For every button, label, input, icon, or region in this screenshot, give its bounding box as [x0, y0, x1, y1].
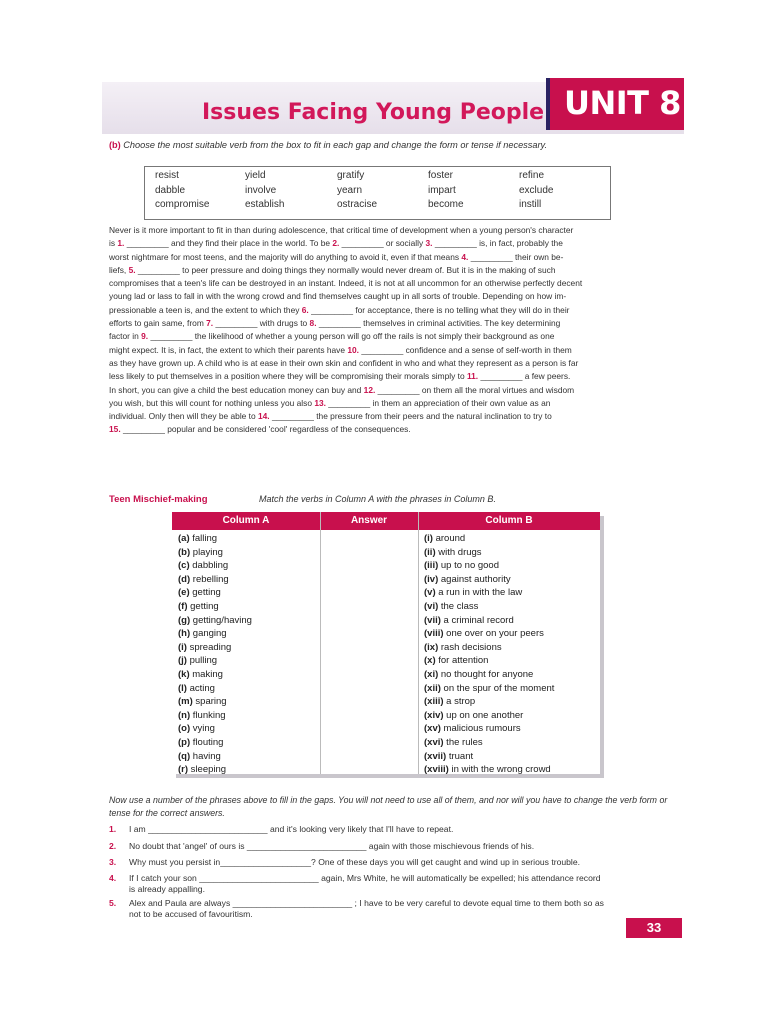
column-a-item — [178, 559, 228, 573]
item-key: (i) — [424, 533, 433, 544]
item-text: dabbling — [189, 560, 229, 572]
gap-fill-instruction: Now use a number of the phrases above to fill in the gaps. You will not need to use all of them, and nor will you have to change the verb form or tense for the correct answers. — [109, 795, 668, 818]
item-text: one over on your peers — [443, 628, 544, 640]
column-a-item — [178, 600, 219, 614]
item-key: (xi) — [424, 669, 439, 680]
item-key: (xii) — [424, 682, 441, 694]
sentence-text: not to be accused of favouritism. — [129, 908, 253, 919]
item-text: with drugs — [435, 546, 482, 558]
item-key: (b) — [178, 546, 191, 558]
column-a-item — [178, 532, 217, 546]
passage-text: might expect. It is, in fact, the extent to which their parents have — [109, 344, 348, 355]
item-key: (ix) — [424, 641, 439, 653]
item-key: (d) — [178, 573, 191, 585]
gap-number: 7. — [206, 318, 214, 329]
sentence-text: If I catch your son _________________________ again, Mrs White, he will automatically be expelled; his attendance record — [129, 873, 601, 883]
gap-number: 3. — [425, 238, 433, 249]
word-option: yearn — [337, 184, 363, 196]
item-text: having — [190, 750, 221, 762]
item-key: (n) — [178, 709, 191, 721]
word-option: impart — [428, 184, 456, 196]
item-key: (c) — [178, 560, 190, 572]
gap-number: 14. — [257, 411, 270, 422]
passage-text: _________ in them an appreciation of their own value as an — [325, 397, 551, 408]
section-instruction: Match the verbs in Column A with the phrases in Column B. — [259, 494, 496, 504]
item-key: (viii) — [424, 628, 444, 640]
item-text: sleeping — [188, 764, 227, 776]
passage-text: compromises that a teen's life can be destroyed in an instant. Indeed, it is not at all uncommon for an otherwise perfectly decent — [109, 278, 583, 289]
passage-text: _________ the likelihood of whether a young person will go off the rails is not simply their background as one — [148, 331, 555, 342]
header-column-a: Column A — [222, 515, 270, 526]
item-text: flunking — [190, 709, 226, 721]
passage-text: Never is it more important to fit in than during adolescence, that critical time of development when a young person's character — [109, 225, 574, 235]
column-divider — [320, 512, 321, 774]
item-text: sparing — [192, 696, 227, 708]
passage-line — [109, 251, 675, 264]
item-key: (h) — [178, 628, 191, 640]
exercise-b-instruction-text: Choose the most suitable verb from the box to fit in each gap and change the form or tense if necessary. — [123, 140, 548, 150]
item-key: (ii) — [424, 546, 436, 558]
column-b-item — [424, 641, 502, 655]
item-key: (j) — [178, 655, 187, 667]
gap-number: 11. — [466, 371, 479, 382]
passage-line — [109, 224, 675, 237]
passage-line — [109, 423, 675, 436]
item-key: (xvii) — [424, 750, 447, 762]
column-b-item — [424, 736, 483, 750]
column-b-item — [424, 654, 488, 668]
exercise-b-label: (b) — [109, 140, 121, 150]
item-text: playing — [190, 546, 223, 558]
column-b-item — [424, 546, 482, 560]
item-key: (iii) — [424, 560, 439, 572]
exercise-b-instruction — [109, 140, 699, 150]
item-text: getting/having — [190, 614, 252, 626]
column-a-item — [178, 654, 217, 668]
sentence-number: 5. — [109, 898, 117, 908]
passage-text: factor in — [109, 331, 142, 342]
gap-number: 4. — [461, 251, 469, 262]
column-b-item — [424, 763, 551, 777]
passage-line — [109, 384, 675, 397]
sentence-number: 3. — [109, 857, 117, 867]
column-a-item — [178, 586, 221, 600]
item-text: the rules — [443, 737, 483, 748]
column-a-item — [178, 736, 223, 750]
column-a-item — [178, 695, 227, 709]
item-key: (xv) — [424, 723, 441, 735]
item-text: on the spur of the moment — [440, 682, 555, 694]
item-text: the class — [438, 601, 479, 612]
column-a-item — [178, 614, 252, 628]
column-a-item — [178, 722, 215, 736]
word-option: yield — [245, 170, 266, 181]
item-text: falling — [189, 533, 218, 544]
item-key: (q) — [178, 750, 191, 762]
item-text: against authority — [438, 573, 511, 585]
word-option: gratify — [337, 170, 365, 181]
passage-line — [109, 330, 675, 343]
gap-number: 13. — [314, 397, 326, 408]
passage-line — [109, 344, 675, 357]
item-text: in with the wrong crowd — [448, 764, 551, 776]
item-text: vying — [190, 723, 215, 735]
column-b-item — [424, 586, 522, 600]
sentence-number: 2. — [109, 841, 117, 851]
sentence-text: Why must you persist in___________________? One of these days you will get caught and wind up in serious trouble. — [129, 857, 580, 867]
item-text: a run in with the law — [435, 587, 523, 599]
item-text: spreading — [186, 641, 232, 653]
passage-text: efforts to gain same, from — [109, 318, 207, 329]
word-option: refine — [519, 170, 545, 181]
page-title: Issues Facing Young People — [202, 100, 545, 125]
item-text: truant — [446, 750, 474, 762]
passage-text: _________ or socially — [339, 238, 426, 249]
passage-line — [109, 370, 675, 383]
sentence-number: 1. — [109, 824, 117, 834]
item-text: no thought for anyone — [438, 669, 534, 680]
column-b-item — [424, 627, 544, 641]
table-header-row — [172, 512, 600, 530]
passage-line — [109, 304, 675, 317]
item-key: (v) — [424, 587, 436, 599]
sentence-number: 4. — [109, 873, 117, 883]
word-option: exclude — [519, 184, 554, 196]
column-b-item — [424, 682, 554, 696]
item-key: (p) — [178, 737, 191, 748]
word-option: become — [428, 199, 464, 210]
gap-number: 8. — [309, 318, 317, 329]
column-a-item — [178, 641, 231, 655]
column-b-item — [424, 695, 475, 709]
passage-line — [109, 317, 675, 330]
unit-badge — [546, 78, 684, 130]
word-option: compromise — [155, 199, 210, 210]
passage-text: pressionable a teen is, and the extent to which they — [109, 304, 302, 315]
passage-text: _________ is, in fact, probably the — [432, 238, 563, 249]
item-text: making — [189, 669, 223, 680]
item-text: up to no good — [438, 560, 499, 572]
header-answer: Answer — [350, 515, 388, 526]
item-key: (vii) — [424, 614, 441, 626]
passage-text: you wish, but this will count for nothing unless you also — [109, 397, 315, 408]
passage-line — [109, 277, 675, 290]
passage-text: _________ their own be- — [468, 251, 564, 262]
gap-number: 5. — [128, 264, 136, 275]
item-key: (xviii) — [424, 764, 449, 776]
passage-text: _________ popular and be considered 'cool' regardless of the consequences. — [120, 424, 411, 435]
column-b-item — [424, 614, 514, 628]
column-a-item — [178, 627, 227, 641]
passage-line — [109, 410, 675, 423]
passage-text: worst nightmare for most teens, and the majority will do anything to avoid it, even if that means — [109, 251, 462, 262]
item-key: (xiv) — [424, 709, 444, 721]
passage-text: _________ with drugs to — [213, 318, 310, 329]
item-key: (iv) — [424, 573, 439, 585]
item-key: (a) — [178, 533, 190, 544]
column-b-item — [424, 668, 533, 682]
passage-text: is — [109, 238, 118, 249]
column-a-item — [178, 682, 215, 696]
item-text: for attention — [435, 655, 489, 667]
column-b-item — [424, 532, 465, 546]
matching-table — [172, 512, 600, 774]
sentence-text: Alex and Paula are always _________________________ ; I have to be very careful to devote equal time to them both so as — [129, 898, 604, 908]
item-key: (vi) — [424, 601, 439, 612]
word-option: dabble — [155, 184, 186, 196]
word-option: foster — [428, 170, 454, 181]
passage-text: _________ for acceptance, there is no telling what they will do in their — [308, 304, 570, 315]
column-a-item — [178, 573, 229, 587]
column-a-item — [178, 763, 226, 777]
gap-number: 9. — [141, 331, 149, 342]
item-key: (f) — [178, 601, 188, 612]
gap-fill-passage — [109, 224, 675, 437]
item-text: malicious rumours — [440, 723, 521, 735]
passage-line — [109, 290, 675, 303]
item-key: (e) — [178, 587, 190, 599]
item-key: (g) — [178, 614, 191, 626]
item-key: (k) — [178, 669, 190, 680]
item-text: up on one another — [443, 709, 524, 721]
passage-line — [109, 237, 675, 250]
word-option: ostracise — [337, 199, 378, 210]
unit-label: UNIT 8 — [564, 84, 681, 122]
passage-text: _________ confidence and a sense of self-worth in them — [359, 344, 572, 355]
passage-line — [109, 357, 675, 370]
passage-text: _________ themselves in criminal activities. The key determining — [316, 318, 561, 329]
item-key: (r) — [178, 764, 189, 776]
word-option: establish — [245, 199, 285, 210]
sentence-text: is already appalling. — [129, 883, 205, 894]
column-a-item — [178, 709, 226, 723]
column-b-item — [424, 709, 523, 723]
item-key: (i) — [178, 641, 187, 653]
passage-text: young lad or lass to fall in with the wrong crowd and find themselves caught up in all sorts of trouble. Depending on how im- — [109, 291, 567, 302]
column-b-item — [424, 722, 521, 736]
item-text: around — [432, 533, 466, 544]
item-text: flouting — [190, 737, 224, 748]
passage-text: liefs, — [109, 264, 129, 275]
passage-text: as they have grown up. A child who is at ease in their own skin and confident in who and what they represent as a person is far — [109, 357, 579, 368]
item-text: acting — [186, 682, 215, 694]
column-divider — [418, 512, 419, 774]
gap-number: 6. — [301, 304, 309, 315]
item-key: (o) — [178, 723, 191, 735]
word-option: instill — [519, 199, 542, 210]
item-key: (m) — [178, 696, 193, 708]
gap-number: 10. — [347, 344, 360, 355]
item-text: getting — [187, 601, 219, 612]
passage-line — [109, 264, 675, 277]
gap-number: 2. — [332, 238, 340, 249]
gap-number: 12. — [363, 384, 376, 395]
verb-word-box — [144, 166, 611, 220]
item-key: (x) — [424, 655, 436, 667]
item-text: a criminal record — [440, 614, 514, 626]
passage-text: _________ to peer pressure and doing things they normally would never dream of. But it is in the making of such — [135, 264, 556, 275]
column-b-item — [424, 600, 478, 614]
passage-text: individual. Only then will they be able to — [109, 411, 258, 422]
column-a-item — [178, 750, 221, 764]
column-b-item — [424, 573, 511, 587]
item-text: ganging — [190, 628, 227, 640]
word-option: resist — [155, 170, 179, 181]
passage-line — [109, 397, 675, 410]
passage-text: _________ on them all the moral virtues and wisdom — [375, 384, 575, 395]
item-key: (xvi) — [424, 737, 444, 748]
gap-number: 1. — [117, 238, 125, 249]
section-title: Teen Mischief-making — [109, 494, 208, 505]
column-a-item — [178, 546, 223, 560]
column-b-item — [424, 559, 499, 573]
column-b-item — [424, 750, 473, 764]
item-text: getting — [189, 587, 221, 599]
item-text: rebelling — [190, 573, 229, 585]
item-key: (xiii) — [424, 696, 444, 708]
passage-text: less likely to put themselves in a position where they will be compromising their morals simply to — [109, 371, 467, 382]
item-key: (l) — [178, 682, 187, 694]
passage-text: _________ a few peers. — [478, 371, 571, 382]
sentence-text: I am _________________________ and it's looking very likely that I'll have to repeat. — [129, 824, 454, 834]
passage-text: In short, you can give a child the best education money can buy and — [109, 384, 364, 395]
header-column-b: Column B — [485, 515, 533, 526]
item-text: pulling — [186, 655, 218, 667]
gap-number: 15. — [109, 424, 121, 435]
item-text: rash decisions — [438, 641, 502, 653]
sentence-text: No doubt that 'angel' of ours is _________________________ again with those mischievous friends of his. — [129, 841, 535, 851]
word-option: involve — [245, 184, 277, 196]
column-a-item — [178, 668, 223, 682]
passage-text: _________ and they find their place in the world. To be — [124, 238, 333, 249]
item-text: a strop — [443, 696, 476, 708]
passage-text: _________ the pressure from their peers and the natural inclination to try to — [269, 411, 552, 422]
page-number: 33 — [626, 918, 682, 938]
